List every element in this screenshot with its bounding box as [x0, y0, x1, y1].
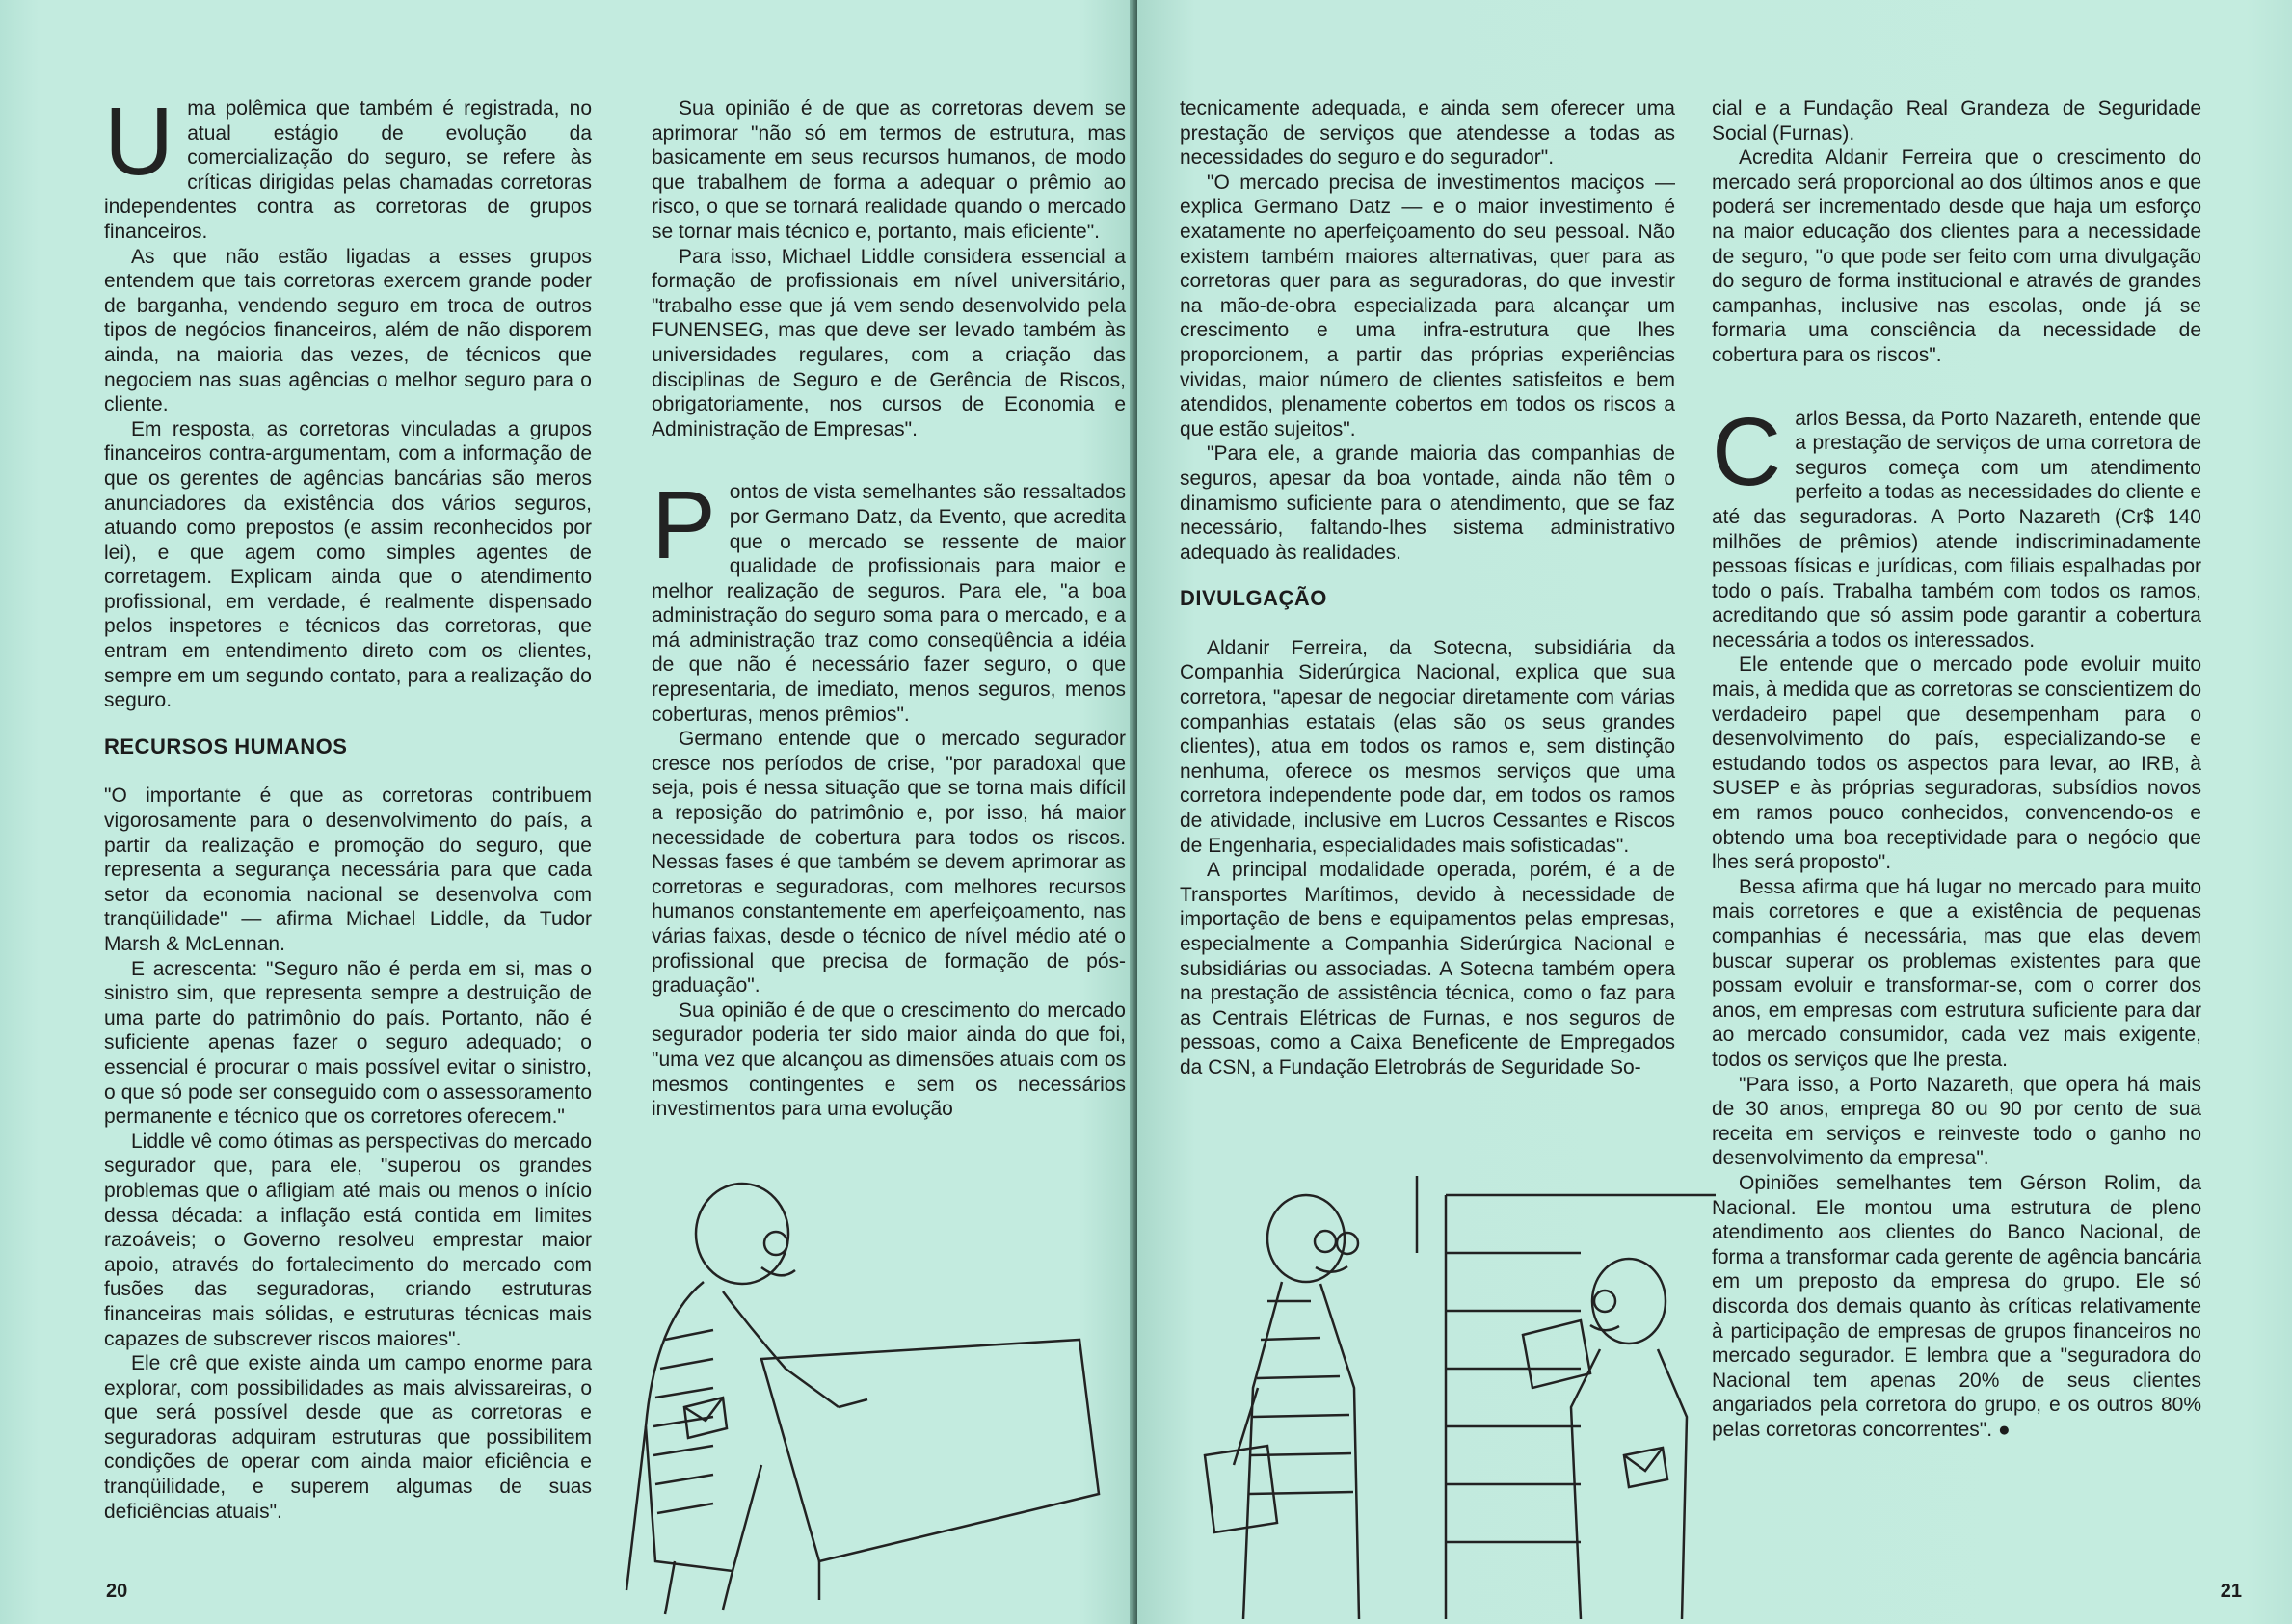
paragraph-text: ontos de vista semelhantes são ressaltados por Germano Datz, da Evento, que acredita que o mercado se ressente de maior qualidade de profissionais para maior e melhor realização de seguros. Para ele, "a boa administração do seguro soma para o mercado, e a má administração traz como conseqüência a idéia de que não é necessário fazer seguro, o que representaria, de imediato, menos seguros, menos coberturas, menos prêmios". — [652, 481, 1126, 726]
paragraph: Aldanir Ferreira, da Sotecna, subsidiária da Companhia Siderúrgica Nacional, explica que sua corretora, "apesar de negociar diretamente com várias companhias estatais (elas são os seus grandes clientes), atua em todos os ramos e, sem distinção nenhuma, oferece os mesmos serviços que uma corretora independente pode dar, em todos os ramos de atividade, inclusive em Lucros Cessantes e Riscos de Engenharia, especialidades mais sofisticadas". — [1180, 636, 1675, 857]
paragraph-text: arlos Bessa, da Porto Nazareth, entende que a prestação de serviços de uma corretora de seguros começa com um atendimento perfeito a todas as necessidades do cliente e até das seguradoras. A Porto Nazareth (Cr$ 140 milhões de prêmios) atende indiscriminadamente pessoas físicas e jurídicas, com filiais espalhadas por todo o país. Trabalha também com todos os ramos, acreditando que só assim pode garantir a cobertura necessária a todos os interessados. — [1712, 407, 2201, 652]
drop-cap: C — [1712, 397, 1782, 506]
paragraph: Ele entende que o mercado pode evoluir muito mais, à medida que as corretoras se conscientizem do verdadeiro papel que desempenham para o desenvolvimento do país, especializando-se e estudando todos os aspectos para levar, ao IRB, à SUSEP e às próprias seguradoras, subsídios novos em ramos pouco conhecidos, convencendo-os e obtendo uma boa receptividade para o negócio que lhes será proposto". — [1712, 653, 2201, 874]
paragraph: Sua opinião é de que o crescimento do mercado segurador poderia ter sido maior ainda do que foi, "uma vez que alcançou as dimensões atuais com os mesmos contingentes e sem os necessários investimentos para uma evolução — [652, 998, 1126, 1121]
right-page — [1137, 0, 2292, 1624]
man-at-desk-drawing — [617, 1176, 1137, 1619]
left-column-2 — [652, 96, 1126, 1122]
paragraph: Liddle vê como ótimas as perspectivas do mercado segurador que, para ele, "superou os grandes problemas que o afligiam até mais ou menos o início dessa década: a inflação está contida em limites razoáveis; o Governo resolveu emprestar maior apoio, através do fortalecimento do mercado com fusões das seguradoras, criando estruturas financeiras mais sólidas, e estruturas técnicas mais capazes de subscrever riscos maiores". — [104, 1130, 592, 1350]
paragraph: Ele crê que existe ainda um campo enorme para explorar, com possibilidades as mais alvissareiras, o que será possível desde que as corretoras e seguradoras adquiram estruturas que possibilitem condições de operar com ainda maior eficiência e tranqüilidade, e superem algumas de suas deficiências atuais". — [104, 1352, 592, 1523]
paragraph-text: Opiniões semelhantes tem Gérson Rolim, da Nacional. Ele montou uma estrutura de pleno atendimento aos clientes do Banco Nacional, de forma a transformar cada gerente de agência bancária em um preposto da empresa do grupo. Ele só discorda dos demais quanto às críticas relativamente à participação de empresas de grupos financeiros no mercado segurador. E lembra que a "seguradora do Nacional tem apenas 20% de seus clientes angariados pela corretora do grupo, e os outros 80% pelas corretoras concorrentes". — [1712, 1171, 2201, 1441]
illustration-two-men — [1176, 1166, 1716, 1619]
section-heading: DIVULGAÇÃO — [1180, 586, 1327, 611]
paragraph: "O mercado precisa de investimentos maciços — explica Germano Datz — e o maior investimento é exatamente no aperfeiçoamento do seu pessoal. Não existem também maiores alternativas, quer para as corretoras quer para as seguradoras, do que investir na mão-de-obra especializada para alcançar um crescimento e uma infra-estrutura que lhes proporcionem, a partir das próprias experiências vividas, maior número de clientes satisfeitos e bem atendidos, plenamente cobertos em todos os riscos a que estão sujeitos". — [1180, 171, 1675, 440]
paragraph: "Para ele, a grande maioria das companhias de seguros, apesar da boa vontade, ainda não têm o dinamismo suficiente para o atendimento, que se faz necessário, faltando-lhes sistema administrativo adequado às realidades. — [1180, 442, 1675, 564]
paragraph: E acrescenta: "Seguro não é perda em si, mas o sinistro sim, que representa sempre a destruição de uma parte do patrimônio do país. Portanto, não é suficiente apenas fazer o seguro adequado; o essencial é procurar o mais possível evitar o sinistro, o que só pode ser conseguido com o assessoramento permanente e técnico que os corretores oferecem." — [104, 957, 592, 1129]
paragraph: tecnicamente adequada, e ainda sem oferecer uma prestação de serviços que atendesse a todas as necessidades do seguro e do segurador". — [1180, 97, 1675, 170]
right-column-2 — [1712, 96, 2201, 1442]
paragraph: Sua opinião é de que as corretoras devem se aprimorar "não só em termos de estrutura, mas basicamente em seus recursos humanos, de modo que trabalhem de forma a adequar o prêmio ao risco, o que se tornará realidade quando o mercado se tornar mais técnico e, portanto, mais eficiente". — [652, 97, 1126, 243]
spacer — [1712, 368, 2201, 407]
page-number: 21 — [2220, 1581, 2242, 1602]
section-heading: RECURSOS HUMANOS — [104, 733, 348, 759]
paragraph: cial e a Fundação Real Grandeza de Seguridade Social (Furnas). — [1712, 97, 2201, 145]
paragraph — [652, 471, 1126, 727]
paragraph — [1712, 1171, 2201, 1443]
two-men-drawing — [1176, 1166, 1716, 1619]
paragraph: Bessa afirma que há lugar no mercado para muito mais corretores e que a existência de pequenas companhias é necessária, mas que elas devem buscar superar os problemas existentes para que possam evoluir e transformar-se, com o correr dos anos, em empresas com estrutura suficiente para dar ao mercado consumidor, cada vez mais exigente, todos os serviços que lhe presta. — [1712, 875, 2201, 1071]
paragraph: Acredita Aldanir Ferreira que o crescimento do mercado será proporcional ao dos últimos anos e que poderá ser incrementado desde que haja um esforço na maior educação dos clientes para a necessidade de seguro, "o que pode ser feito com uma divulgação do seguro de forma institucional e através de grandes campanhas, inclusive nas escolas, onde já se formaria uma consciência da necessidade de cobertura para os riscos". — [1712, 146, 2201, 366]
end-mark: ● — [1997, 1418, 2011, 1441]
paragraph: "Para isso, a Porto Nazareth, que opera há mais de 30 anos, emprega 80 ou 90 por cento de sua receita em serviços e reinveste todo o ganho no desenvolvimento da empresa". — [1712, 1073, 2201, 1170]
left-page — [0, 0, 1137, 1624]
paragraph — [1712, 397, 2201, 653]
paragraph — [104, 88, 592, 245]
paragraph: A principal modalidade operada, porém, é a de Transportes Marítimos, devido à necessidade de importação de bens e equipamentos pelas empresas, especialmente a Companhia Siderúrgica Nacional e subsidiárias ou associadas. A Sotecna também opera na prestação de assistência técnica, como o faz para as Centrais Elétricas de Furnas, e nos seguros de pessoas, como a Caixa Beneficente de Empregados da CSN, a Fundação Eletrobrás de Seguridade So- — [1180, 859, 1675, 1078]
paragraph: Para isso, Michael Liddle considera essencial a formação de profissionais em nível universitário, "trabalho esse que já vem sendo desenvolvido pela FUNENSEG, mas que deve ser levado também às universidades regulares, com a criação das disciplinas de Seguro e de Gerência de Riscos, obrigatoriamente, nos cursos de Economia e Administração de Empresas". — [652, 245, 1126, 440]
drop-cap: U — [104, 88, 174, 196]
paragraph: As que não estão ligadas a esses grupos entendem que tais corretoras exercem grande poder de barganha, vendendo seguro em troca de outros tipos de negócios financeiros, além de não disporem ainda, na maioria das vezes, de técnicos que negociem nas suas agências o melhor seguro para o cliente. — [104, 245, 592, 416]
right-column-1 — [1180, 96, 1675, 1080]
left-column-1 — [104, 88, 592, 1524]
paragraph: "O importante é que as corretoras contribuem vigorosamente para o desenvolvimento do país, a partir da realização e promoção do seguro, que representa a segurança necessária para que cada setor da economia nacional se desenvolva com tranqüilidade" — afirma Michael Liddle, da Tudor Marsh & McLennan. — [104, 785, 592, 955]
drop-cap: P — [652, 471, 716, 580]
illustration-man-at-desk — [617, 1176, 1137, 1619]
paragraph: Em resposta, as corretoras vinculadas a grupos financeiros contra-argumentam, com a informação de que os gerentes de agências bancárias são meros anunciadores da existência dos vários seguros, atuando como prepostos (e assim reconhecidos por lei), e que agem como simples agentes de corretagem. Explicam ainda que o atendimento profissional, em verdade, é realmente dispensado pelos inspetores e técnicos das corretoras, que entram em entendimento direto com os clientes, sempre em um segundo contato, para a realização do seguro. — [104, 417, 592, 712]
page-number: 20 — [106, 1581, 128, 1602]
spacer — [652, 441, 1126, 480]
paragraph-text: ma polêmica que também é registrada, no atual estágio de evolução da comercialização do seguro, se refere às críticas dirigidas pelas chamadas corretoras independentes contra as corretoras de grupos financeiros. — [104, 97, 592, 243]
paragraph: Germano entende que o mercado segurador cresce nos períodos de crise, "por paradoxal que seja, pois é nessa situação que se torna mais difícil a reposição do patrimônio e, por isso, há maior necessidade de cobertura para todos os riscos. Nessas fases é que também se devem aprimorar as corretoras e seguradoras, com melhores recursos humanos constantemente em aperfeiçoamento, nas várias faixas, desde o técnico de nível médio até o profissional que precisa de formação de pós-graduação". — [652, 728, 1126, 998]
